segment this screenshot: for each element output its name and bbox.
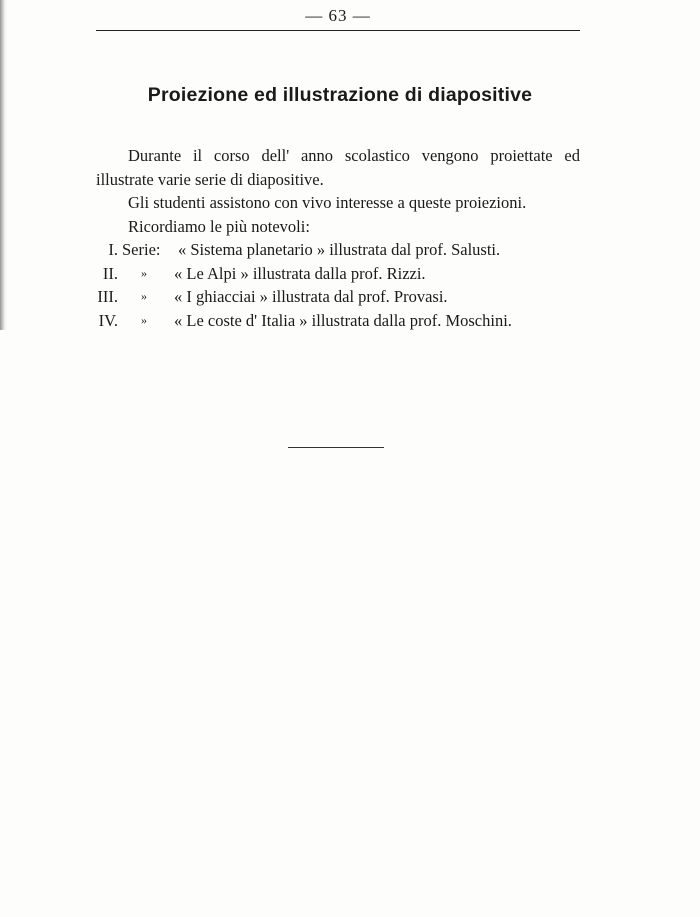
series-list — [96, 238, 580, 332]
series-numeral: IV. — [98, 310, 118, 330]
series-item — [96, 262, 580, 286]
series-numeral: I. — [108, 240, 118, 259]
series-item — [96, 309, 580, 333]
series-entry: « Sistema planetario » illustrata dal prof. Salusti. — [178, 240, 501, 259]
scan-edge-shadow — [0, 0, 8, 330]
series-ditto-mark: » — [141, 265, 147, 280]
paragraph-intro: Durante il corso dell' anno scolastico vengono proiettate ed illustrate varie serie di diapositive. — [96, 146, 580, 189]
series-numeral: II. — [102, 263, 118, 283]
paragraph-notable: Ricordiamo le più notevoli: — [128, 216, 310, 236]
section-title: Proiezione ed illustrazione di diapositive — [147, 84, 533, 106]
series-item — [96, 238, 580, 262]
series-entry: « Le Alpi » illustrata dalla prof. Rizzi. — [174, 263, 426, 283]
section-end-rule — [288, 447, 384, 448]
series-label: Serie: — [122, 240, 161, 259]
series-numeral: III. — [97, 287, 118, 306]
series-ditto-mark: » — [141, 289, 147, 303]
series-ditto-mark: » — [141, 312, 147, 327]
page-number: — 63 — — [305, 6, 371, 25]
series-item — [96, 285, 580, 309]
paragraph-students: Gli studenti assistono con vivo interesse a queste proiezioni. — [128, 193, 527, 212]
header-rule — [96, 30, 580, 31]
series-entry: « Le coste d' Italia » illustrata dalla prof. Moschini. — [174, 310, 512, 330]
series-entry: « I ghiacciai » illustrata dal prof. Provasi. — [174, 287, 448, 306]
body-text — [96, 144, 580, 332]
